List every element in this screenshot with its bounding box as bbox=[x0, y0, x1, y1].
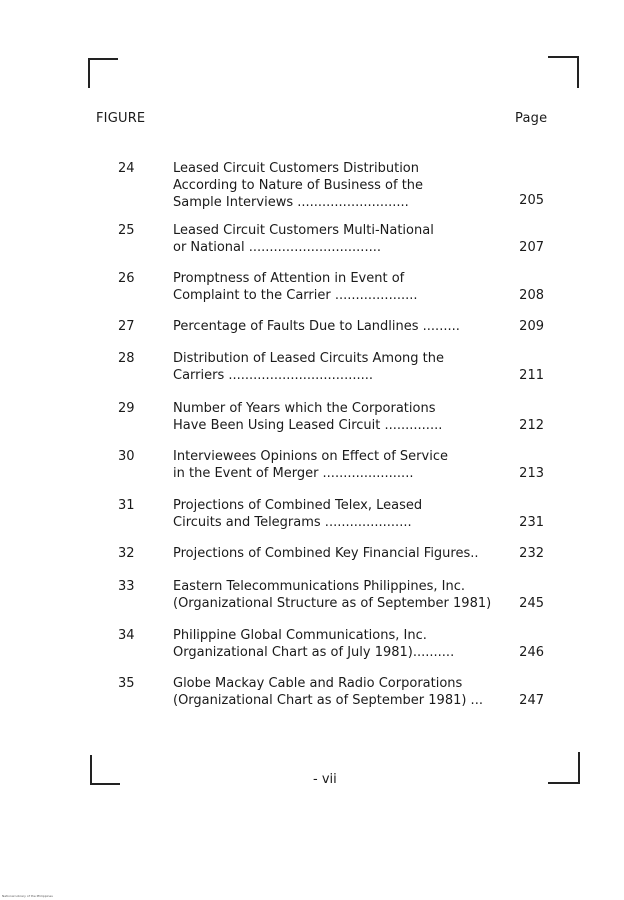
page-number: 207 bbox=[519, 240, 544, 255]
entry-title-line: Sample Interviews ........................... bbox=[173, 195, 409, 210]
figure-number: 30 bbox=[118, 449, 135, 464]
entry-title-line: (Organizational Chart as of September 1981) ... bbox=[173, 693, 483, 708]
page-number: 247 bbox=[519, 693, 544, 708]
entry-title-line: Interviewees Opinions on Effect of Service bbox=[173, 449, 448, 464]
figure-number: 29 bbox=[118, 401, 135, 416]
entry-title-line: Have Been Using Leased Circuit .............. bbox=[173, 418, 443, 433]
entry-title-line: Philippine Global Communications, Inc. bbox=[173, 628, 427, 643]
figure-number: 33 bbox=[118, 579, 135, 594]
figure-column-header: FIGURE bbox=[96, 111, 146, 126]
entry-title-line: According to Nature of Business of the bbox=[173, 178, 424, 193]
page-number: 208 bbox=[519, 288, 544, 303]
crop-mark-top-left bbox=[88, 58, 118, 60]
crop-mark-bottom-right bbox=[548, 782, 580, 784]
figure-number: 34 bbox=[118, 628, 135, 643]
crop-mark-top-right bbox=[548, 56, 578, 58]
entry-title-line: Number of Years which the Corporations bbox=[173, 401, 436, 416]
entry-title-line: Projections of Combined Telex, Leased bbox=[173, 498, 423, 513]
figure-number: 28 bbox=[118, 351, 135, 366]
entry-title-line: Promptness of Attention in Event of bbox=[173, 271, 405, 286]
entry-title-line: Leased Circuit Customers Distribution bbox=[173, 161, 420, 176]
entry-title-line: Projections of Combined Key Financial Figures.. bbox=[173, 546, 479, 561]
figure-number: 35 bbox=[118, 676, 135, 691]
page-number: 205 bbox=[519, 193, 544, 208]
entry-title-line: Circuits and Telegrams ..................... bbox=[173, 515, 412, 530]
entry-title-line: Eastern Telecommunications Philippines, Inc. bbox=[173, 579, 465, 594]
entry-title-line: (Organizational Structure as of September 1981) bbox=[173, 596, 492, 611]
entry-title-line: Distribution of Leased Circuits Among the bbox=[173, 351, 444, 366]
figure-number: 31 bbox=[118, 498, 135, 513]
page-number: 246 bbox=[519, 645, 544, 660]
page-number: 212 bbox=[519, 418, 544, 433]
crop-mark-top-right bbox=[577, 56, 579, 88]
page-number: 231 bbox=[519, 515, 544, 530]
figure-number: 26 bbox=[118, 271, 135, 286]
figure-number: 27 bbox=[118, 319, 135, 334]
page-number: 211 bbox=[519, 368, 544, 383]
crop-mark-bottom-right bbox=[578, 752, 580, 784]
page-number: 213 bbox=[519, 466, 544, 481]
entry-title-line: Carriers ................................... bbox=[173, 368, 373, 383]
entry-title-line: Leased Circuit Customers Multi-National bbox=[173, 223, 434, 238]
crop-mark-bottom-left bbox=[90, 755, 92, 785]
entry-title-line: Organizational Chart as of July 1981).......... bbox=[173, 645, 455, 660]
entry-title-line: or National ................................ bbox=[173, 240, 381, 255]
page-footer-number: - vii bbox=[313, 772, 337, 787]
page-number: 232 bbox=[519, 546, 544, 561]
figure-number: 24 bbox=[118, 161, 135, 176]
entry-title-line: Percentage of Faults Due to Landlines ......... bbox=[173, 319, 460, 334]
figure-number: 32 bbox=[118, 546, 135, 561]
scan-attribution: National Library of the Philippines bbox=[2, 894, 53, 898]
page-column-header: Page bbox=[515, 111, 548, 126]
figure-number: 25 bbox=[118, 223, 135, 238]
crop-mark-bottom-left bbox=[90, 783, 120, 785]
page-number: 245 bbox=[519, 596, 544, 611]
entry-title-line: in the Event of Merger ...................... bbox=[173, 466, 414, 481]
crop-mark-top-left bbox=[88, 58, 90, 88]
entry-title-line: Complaint to the Carrier .................... bbox=[173, 288, 418, 303]
page-number: 209 bbox=[519, 319, 544, 334]
entry-title-line: Globe Mackay Cable and Radio Corporations bbox=[173, 676, 463, 691]
